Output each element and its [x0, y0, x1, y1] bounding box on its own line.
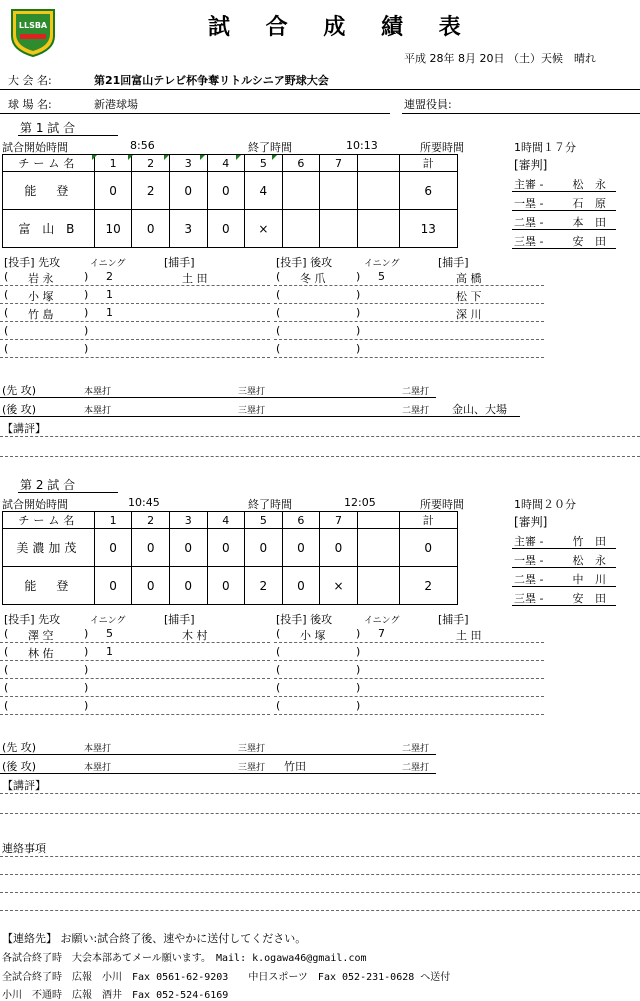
paren-close: ) [356, 699, 361, 712]
score-cell: 0 [132, 567, 170, 605]
paren-open: ( [276, 681, 281, 694]
logo-text: LLSBA [18, 21, 48, 30]
pitcher-first-innings: 5 [106, 627, 113, 640]
paren-open: ( [4, 324, 9, 337]
game2-umpire: 一塁 - 松 永 [512, 551, 616, 568]
venue-name: 新港球場 [94, 98, 138, 111]
game2-start-time: 10:45 [128, 496, 160, 509]
game-date: 平成 28年 8月 20日 （土）天候 晴れ [404, 52, 596, 65]
game2-umpire-label: [審判] [514, 515, 548, 529]
score-cell: 0 [132, 210, 170, 248]
score-cell: 0 [207, 172, 245, 210]
score-cell: 0 [94, 567, 132, 605]
catcher-first-name: 土 田 [182, 272, 208, 285]
game2-bat-second-label: (後 攻) [2, 760, 37, 773]
paren-close: ) [84, 645, 89, 658]
inning-1-header: 1 [94, 512, 132, 529]
total-cell: 6 [399, 172, 458, 210]
team-name: 富 山 B [3, 210, 95, 248]
hr-label: 本塁打 [84, 763, 112, 773]
score-cell: 0 [282, 567, 320, 605]
pitcher-first-innings: 2 [106, 270, 113, 283]
tournament-label: 大 会 名: [8, 74, 52, 87]
game2-end-time: 12:05 [344, 496, 376, 509]
pitcher-first-innings: 1 [106, 645, 113, 658]
score-cell: 10 [94, 210, 132, 248]
league-logo [8, 6, 58, 58]
paren-open: ( [4, 627, 9, 640]
score-cell [357, 567, 399, 605]
score-cell: 2 [132, 172, 170, 210]
score-cell [357, 210, 399, 248]
total-header: 計 [399, 512, 458, 529]
pitcher-first-innings: 1 [106, 288, 113, 301]
paren-close: ) [356, 306, 361, 319]
paren-open: ( [276, 270, 281, 283]
page-title: 試 合 成 績 表 [208, 15, 475, 40]
paren-open: ( [276, 699, 281, 712]
game1-bat-second-label: (後 攻) [2, 403, 37, 416]
paren-open: ( [4, 681, 9, 694]
double-label: 二塁打 [402, 744, 430, 754]
game2-start-label: 試合開始時間 [2, 498, 68, 511]
inning-2-header: 2 [132, 512, 170, 529]
game2-inning-label-first: イニング [90, 616, 126, 626]
extra-header [357, 512, 399, 529]
paren-open: ( [4, 645, 9, 658]
score-cell: 0 [169, 567, 207, 605]
team-header: チーム名 [3, 512, 95, 529]
triple-label: 三塁打 [238, 387, 266, 397]
pitcher-first-name: 小 塚 [28, 290, 54, 303]
game2-umpire: 三塁 - 安 田 [512, 589, 616, 606]
score-cell [320, 172, 358, 210]
game2-duration: 1時間２０分 [514, 498, 576, 511]
triple-label: 三塁打 [238, 406, 266, 416]
officer-label: 連盟役員: [404, 98, 452, 111]
catcher-second-name: 高 橋 [456, 272, 482, 285]
game1-duration: 1時間１７分 [514, 141, 576, 154]
triple-label: 三塁打 [238, 763, 266, 773]
score-cell: 0 [169, 172, 207, 210]
game2-umpire: 主審 - 竹 田 [512, 532, 616, 549]
paren-close: ) [356, 342, 361, 355]
paren-open: ( [276, 645, 281, 658]
inning-7-header: 7 [320, 512, 358, 529]
game1-duration-label: 所要時間 [420, 141, 464, 154]
game1-inning-label-second: イニング [364, 259, 400, 269]
inning-6-header: 6 [282, 155, 320, 172]
inning-6-header: 6 [282, 512, 320, 529]
game2-header: 第 2 試 合 [20, 478, 76, 492]
game2-pitcher-second-label: [投手] 後攻 [276, 613, 333, 626]
score-cell [282, 210, 320, 248]
hr-label: 本塁打 [84, 744, 112, 754]
score-cell [282, 172, 320, 210]
paren-close: ) [356, 645, 361, 658]
game1-header: 第 1 試 合 [20, 121, 76, 135]
score-cell: 0 [207, 529, 245, 567]
inning-4-header: 4 [207, 512, 245, 529]
paren-open: ( [276, 288, 281, 301]
double-label: 二塁打 [402, 387, 430, 397]
game1-second-doubles: 金山、大場 [452, 403, 507, 416]
paren-close: ) [84, 342, 89, 355]
inning-1-header: 1 [94, 155, 132, 172]
pitcher-second-name: 小 塚 [300, 629, 326, 642]
pitcher-second-name: 冬 爪 [300, 272, 326, 285]
game1-bat-first-label: (先 攻) [2, 384, 37, 397]
paren-close: ) [84, 270, 89, 283]
game1-umpire: 二塁 - 本 田 [512, 213, 616, 230]
total-header: 計 [399, 155, 458, 172]
game2-end-label: 終了時間 [248, 498, 292, 511]
paren-open: ( [4, 342, 9, 355]
inning-3-header: 3 [169, 512, 207, 529]
team-name: 能 登 [3, 567, 95, 605]
score-cell: 0 [207, 567, 245, 605]
paren-open: ( [4, 270, 9, 283]
catcher-second-name: 深 川 [456, 308, 482, 321]
team-name: 能 登 [3, 172, 95, 210]
team-header: チーム名 [3, 155, 95, 172]
game1-end-time: 10:13 [346, 139, 378, 152]
paren-open: ( [4, 288, 9, 301]
paren-open: ( [4, 306, 9, 319]
paren-close: ) [84, 288, 89, 301]
score-cell [357, 529, 399, 567]
pitcher-first-innings: 1 [106, 306, 113, 319]
double-label: 二塁打 [402, 406, 430, 416]
total-cell: 2 [399, 567, 458, 605]
paren-close: ) [356, 324, 361, 337]
pitcher-first-name: 澤 空 [28, 629, 54, 642]
score-cell: 2 [245, 567, 283, 605]
footer-line-2: 各試合終了時 大会本部あてメール願います。 Mail: k.ogawa46@gmail.com [2, 953, 367, 964]
game2-second-triples: 竹田 [284, 760, 306, 773]
paren-open: ( [276, 324, 281, 337]
inning-5-header: 5 [245, 155, 283, 172]
footer-line-4: 小川 不通時 広報 酒井 Fax 052-524-6169 [2, 990, 229, 1001]
pitcher-second-innings: 7 [378, 627, 385, 640]
score-cell: 4 [245, 172, 283, 210]
game2-review-label: 【講評】 [2, 779, 46, 792]
paren-open: ( [276, 627, 281, 640]
paren-close: ) [356, 627, 361, 640]
paren-close: ) [84, 681, 89, 694]
game1-catcher-first-label: [捕手] [164, 256, 195, 269]
paren-open: ( [276, 663, 281, 676]
game1-review-label: 【講評】 [2, 422, 46, 435]
game2-pitcher-first-label: [投手] 先攻 [4, 613, 61, 626]
paren-open: ( [276, 306, 281, 319]
game2-scoreboard [2, 511, 458, 605]
paren-close: ) [84, 663, 89, 676]
paren-close: ) [84, 324, 89, 337]
game1-pitcher-second-label: [投手] 後攻 [276, 256, 333, 269]
hr-label: 本塁打 [84, 406, 112, 416]
game2-bat-first-label: (先 攻) [2, 741, 37, 754]
score-cell: 0 [94, 529, 132, 567]
score-cell: 0 [132, 529, 170, 567]
score-cell [357, 172, 399, 210]
game1-umpire: 主審 - 松 永 [512, 175, 616, 192]
pitcher-first-name: 林 佑 [28, 647, 54, 660]
game1-scoreboard [2, 154, 458, 248]
double-label: 二塁打 [402, 763, 430, 773]
catcher-first-name: 木 村 [182, 629, 208, 642]
footer-line-3: 全試合終了時 広報 小川 Fax 0561-62-9203 中日スポーツ Fax 052-231-0628 へ送付 [2, 972, 451, 983]
inning-3-header: 3 [169, 155, 207, 172]
extra-header [357, 155, 399, 172]
game1-umpire: 一塁 - 石 原 [512, 194, 616, 211]
game1-inning-label-first: イニング [90, 259, 126, 269]
paren-close: ) [84, 306, 89, 319]
paren-open: ( [4, 699, 9, 712]
inning-7-header: 7 [320, 155, 358, 172]
inning-5-header: 5 [245, 512, 283, 529]
paren-close: ) [84, 627, 89, 640]
hr-label: 本塁打 [84, 387, 112, 397]
score-cell: 0 [282, 529, 320, 567]
paren-close: ) [356, 681, 361, 694]
triple-label: 三塁打 [238, 744, 266, 754]
total-cell: 13 [399, 210, 458, 248]
pitcher-second-innings: 5 [378, 270, 385, 283]
game2-duration-label: 所要時間 [420, 498, 464, 511]
game1-start-label: 試合開始時間 [2, 141, 68, 154]
score-cell: × [245, 210, 283, 248]
game2-inning-label-second: イニング [364, 616, 400, 626]
inning-2-header: 2 [132, 155, 170, 172]
game1-end-label: 終了時間 [248, 141, 292, 154]
score-cell: × [320, 567, 358, 605]
score-cell [320, 210, 358, 248]
paren-close: ) [356, 288, 361, 301]
score-cell: 3 [169, 210, 207, 248]
game1-umpire: 三塁 - 安 田 [512, 232, 616, 249]
paren-close: ) [356, 663, 361, 676]
footer-line-1: 【連絡先】 お願い:試合終了後、速やかに送付してください。 [2, 932, 307, 945]
game2-catcher-second-label: [捕手] [438, 613, 469, 626]
inning-4-header: 4 [207, 155, 245, 172]
score-cell: 0 [245, 529, 283, 567]
pitcher-first-name: 竹 島 [28, 308, 54, 321]
venue-label: 球 場 名: [8, 98, 52, 111]
paren-open: ( [4, 663, 9, 676]
catcher-second-name: 松 下 [456, 290, 482, 303]
pitcher-first-name: 岩 永 [28, 272, 54, 285]
team-name: 美濃加茂 [3, 529, 95, 567]
catcher-second-name: 土 田 [456, 629, 482, 642]
score-cell: 0 [169, 529, 207, 567]
game2-catcher-first-label: [捕手] [164, 613, 195, 626]
total-cell: 0 [399, 529, 458, 567]
paren-open: ( [276, 342, 281, 355]
game1-umpire-label: [審判] [514, 158, 548, 172]
game2-umpire: 二塁 - 中 川 [512, 570, 616, 587]
paren-close: ) [356, 270, 361, 283]
game1-pitcher-first-label: [投手] 先攻 [4, 256, 61, 269]
game1-start-time: 8:56 [130, 139, 155, 152]
score-cell: 0 [94, 172, 132, 210]
tournament-name: 第21回富山テレビ杯争奪リトルシニア野球大会 [94, 74, 329, 87]
game1-catcher-second-label: [捕手] [438, 256, 469, 269]
score-cell: 0 [207, 210, 245, 248]
score-cell: 0 [320, 529, 358, 567]
paren-close: ) [84, 699, 89, 712]
notes-label: 連絡事項 [2, 842, 46, 855]
